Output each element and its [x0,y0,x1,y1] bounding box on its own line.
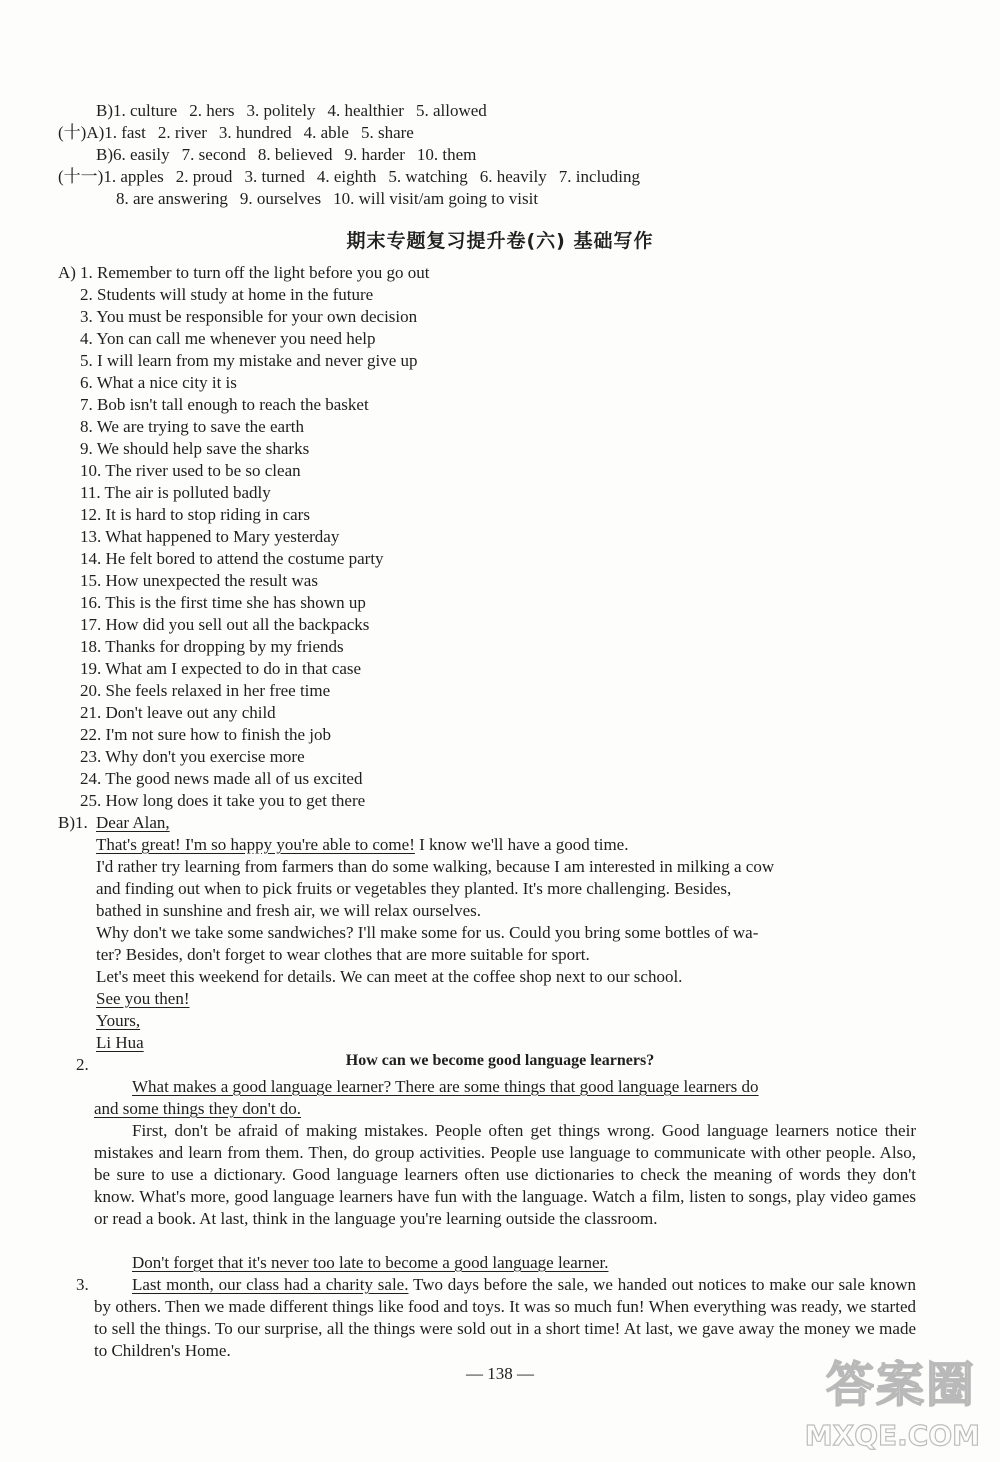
essay-body: First, don't be afraid of making mistakes. People often get things wrong. Good language learners notice their mistakes and learn from them. Then, do group activities. People use language to communicate with other people. Also, be sure to use a dictionary. Good language learners often use dictionaries to check the meaning of words they don't know. What's more, good language learners have fun with the language. Watch a film, listen to songs, play video games or read a book. At last, think in the language you're learning outside the classroom. [94,1121,916,1228]
part-a-item: 13. What happened to Mary yesterday [80,527,340,546]
answer-line [116,188,550,210]
answer-item: 7. second [181,145,246,164]
answer-item: 10. them [416,145,477,164]
part-a-item: 1. Remember to turn off the light before you go out [80,263,430,282]
answer-item: 4. eighth [316,167,377,186]
answer-item: 6. heavily [479,167,547,186]
part-a-item: 2. Students will study at home in the future [80,285,374,304]
part-a-item: 7. Bob isn't tall enough to reach the basket [80,395,369,414]
letter-name: Li Hua [96,1033,144,1052]
letter-line [96,834,628,856]
part-a-item: 9. We should help save the sharks [80,439,310,458]
answer-item: 3. hundred [218,123,292,142]
answer-item: 9. ourselves [239,189,322,208]
answer-item: 8. believed [257,145,333,164]
essay-underlined-text: Last month, our class had a charity sale. [132,1275,409,1294]
answer-item: 3. politely [246,101,316,120]
answer-item: 5. watching [388,167,468,186]
answer-item: 2. hers [189,101,235,120]
watermark-text: 答案圈 [825,1357,976,1413]
part-a-item: 20. She feels relaxed in her free time [80,681,331,700]
answer-prefix: B) [96,145,113,164]
part-a-item: 19. What am I expected to do in that case [80,659,362,678]
answer-line [96,144,488,166]
answer-item: 3. turned [244,167,305,186]
letter-line: Why don't we take some sandwiches? I'll make some for us. Could you bring some bottles of wa- [96,923,759,942]
letter-closing: See you then! [96,989,190,1008]
answer-item: 10. will visit/am going to visit [333,189,539,208]
answer-item: 4. healthier [327,101,404,120]
part-a-item: 17. How did you sell out all the backpacks [80,615,370,634]
part-a-item: 22. I'm not sure how to finish the job [80,725,331,744]
answer-line [96,100,499,122]
part-a-item: 8. We are trying to save the earth [80,417,304,436]
letter-line: Let's meet this weekend for details. We can meet at the coffee shop next to our school. [96,967,683,986]
answer-prefix: B) [96,101,113,120]
watermark-logo [756,1346,986,1456]
part-a-item: 25. How long does it take you to get there [80,791,366,810]
letter-underlined-text: That's great! I'm so happy you're able to come! [96,835,415,854]
essay-title: How can we become good language learners? [345,1052,655,1069]
part-a-item: 24. The good news made all of us excited [80,769,363,788]
answer-line [58,166,652,188]
answer-item: 1. culture [113,101,178,120]
page-number: — 138 — [466,1364,534,1383]
part-a-item: 23. Why don't you exercise more [80,747,305,766]
answer-item: 8. are answering [116,189,228,208]
part-a-item: 11. The air is polluted badly [80,483,271,502]
part-a-item: 14. He felt bored to attend the costume party [80,549,384,568]
answer-item: 2. river [157,123,207,142]
part-b-prefix: B)1. [58,813,88,832]
part-a-item: 18. Thanks for dropping by my friends [80,637,344,656]
answer-item: 9. harder [344,145,405,164]
letter-signoff: Yours, [96,1011,141,1030]
letter-line: ter? Besides, don't forget to wear clothes that are more suitable for sport. [96,945,590,964]
answer-item: 6. easily [113,145,170,164]
essay-number: 2. [76,1055,89,1074]
part-a-item: 5. I will learn from my mistake and never give up [80,351,418,370]
answer-item: 5. share [360,123,414,142]
essay-number: 3. [76,1275,89,1294]
part-a-item: 21. Don't leave out any child [80,703,276,722]
letter-text: I know we'll have a good time. [414,835,629,854]
letter-line: bathed in sunshine and fresh air, we will relax ourselves. [96,901,482,920]
answer-prefix: (十)A) [58,123,105,142]
letter-line: and finding out when to pick fruits or vegetables they planted. It's more challenging. Besides, [96,879,732,898]
answer-prefix: (十一) [58,167,104,186]
answer-item: 5. allowed [415,101,487,120]
answer-item: 7. including [558,167,640,186]
part-a-item: 12. It is hard to stop riding in cars [80,505,310,524]
part-a-item: 6. What a nice city it is [80,373,237,392]
answer-item: 4. able [303,123,349,142]
part-a-item: 10. The river used to be so clean [80,461,301,480]
part-a-item: 3. You must be responsible for your own decision [80,307,418,326]
part-a-item: 16. This is the first time she has shown up [80,593,366,612]
section-title: 期末专题复习提升卷(六) 基础写作 [346,230,654,252]
answer-item: 2. proud [175,167,233,186]
essay-intro: and some things they don't do. [94,1099,302,1118]
answer-item: 1. fast [104,123,146,142]
answer-line [58,122,426,144]
letter-greeting: Dear Alan, [96,813,170,832]
part-a-item: 4. Yon can call me whenever you need help [80,329,376,348]
essay-text: Two days before the sale, we handed out notices to make our sale known by others. Then we made different things like food and toys. It was so much fun! When everything was ready, we started to sell the things. To our surprise, all the things were sold out in a short time! At last, we gave away the money we made to Children's Home. [94,1275,916,1360]
essay-conclusion: Don't forget that it's never too late to become a good language learner. [132,1253,609,1272]
part-a-prefix: A) [58,263,76,282]
answer-item: 1. apples [103,167,164,186]
letter-line: I'd rather try learning from farmers than do some walking, because I am interested in milking a cow [96,857,775,876]
part-a-item: 15. How unexpected the result was [80,571,318,590]
essay-intro: What makes a good language learner? There are some things that good language learners do [132,1077,759,1096]
watermark-url: MXQE.COM [804,1419,980,1452]
